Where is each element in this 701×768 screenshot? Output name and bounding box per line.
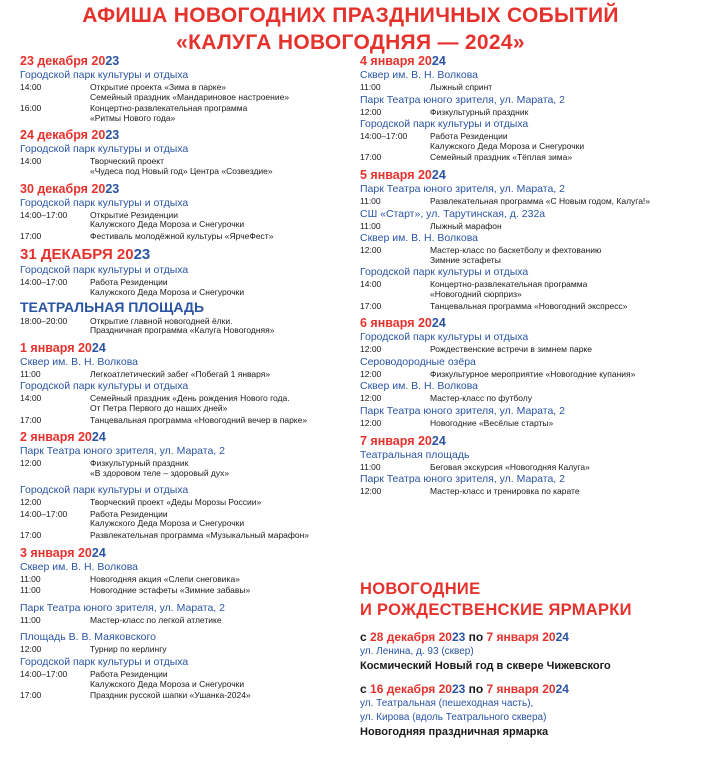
event-row: 11:00 Лыжный марафон [360,220,502,231]
event-row: 11:00 Новогодние эстафеты «Зимние забавы» [20,585,251,596]
schedule-left-column [20,54,340,701]
event-row: 11:00 Мастер-класс по легкой атлетике [20,614,222,625]
venue: Парк Театра юного зрителя, ул. Марата, 2 [20,445,225,458]
date-heading: 4 января 2024 [360,54,446,68]
event-row: 12:00 Физкультурный праздник «В здоровом теле – здоровый дух» [20,458,230,478]
event-row: 14:00 Творческий проект «Чудеса под Новый год» Центра «Созвездие» [20,156,273,176]
venue: Сквер им. В. Н. Волкова [360,380,478,393]
event-row: 12:00 Творческий проект «Деды Морозы России» [20,497,262,508]
event-row: 12:00 Мастер-класс по футболу [360,393,532,404]
date-heading: 24 декабря 2023 [20,128,120,143]
fair-dates: с 16 декабря 2023 по 7 января 2024 [360,682,569,696]
venue: Сквер им. В. Н. Волкова [20,355,138,368]
venue: Городской парк культуры и отдыха [20,380,189,393]
event-row: 11:00 Новогодняя акция «Слепи снеговика» [20,573,240,584]
fairs-section [360,579,690,739]
date-heading: 5 января 2024 [360,167,446,182]
schedule-right-column [360,54,685,497]
event-row: 14:00 Концертно-развлекательная программа «Новогодний сюрприз» [360,279,588,299]
date-heading: 2 января 2024 [20,430,106,445]
venue-main-square: ТЕАТРАЛЬНАЯ ПЛОЩАДЬ [20,298,205,315]
event-row: 12:00 Мастер-класс и тренировка по карате [360,486,580,497]
venue: Городской парк культуры и отдыха [360,266,529,279]
event-row: 17:00 Танцевальная программа «Новогодний экспресс» [360,300,628,311]
event-row: 11:00 Легкоатлетический забег «Побегай 1 января» [20,368,271,379]
event-row: 12:00 Рождественские встречи в зимнем парке [360,344,592,355]
poster-title-line2: «КАЛУГА НОВОГОДНЯЯ — 2024» [176,31,525,54]
fair-address: ул. Кирова (вдоль Театрального сквера) [360,712,547,723]
date-heading: 23 декабря 2023 [20,54,120,68]
event-row: 14:00 Открытие проекта «Зима в парке» Семейный праздник «Мандариновое настроение» [20,82,290,102]
fairs-heading-line1: НОВОГОДНИЕ [360,580,481,598]
venue: Городской парк культуры и отдыха [20,143,189,156]
event-row: 11:00 Развлекательная программа «С Новым годом, Калуга!» [360,195,651,206]
venue: Сероводородные озёра [360,355,476,368]
venue: Сквер им. В. Н. Волкова [360,232,478,245]
venue: Парк Театра юного зрителя, ул. Марата, 2 [360,404,565,417]
venue: Сквер им. В. Н. Волкова [20,560,138,573]
event-row: 17:00 Фестиваль молодёжной культуры «ЯрчеФест» [20,230,274,241]
event-row: 17:00 Танцевальная программа «Новогодний вечер в парке» [20,414,308,425]
fairs-heading-line2: И РОЖДЕСТВЕНСКИЕ ЯРМАРКИ [360,601,632,619]
event-row: 14:00–17:00 Работа Резиденции Калужского Деда Мороза и Снегурочки [360,131,585,151]
date-heading: 7 января 2024 [360,433,446,448]
venue: Парк Театра юного зрителя, ул. Марата, 2 [20,601,225,614]
venue: Сквер им. В. Н. Волкова [360,69,478,81]
venue: СШ «Старт», ул. Тарутинская, д. 232а [360,207,546,220]
event-row: 14:00–17:00 Работа Резиденции Калужского Деда Мороза и Снегурочки [20,669,245,689]
event-row: 11:00 Лыжный спринт [360,82,493,92]
fair-name: Космический Новый год в сквере Чижевского [360,660,611,672]
event-row: 17:00 Праздник русской шапки «Ушанка-2024» [20,690,251,701]
venue: Парк Театра юного зрителя, ул. Марата, 2 [360,473,565,486]
fair-dates: с 28 декабря 2023 по 7 января 2024 [360,630,569,644]
venue: Парк Театра юного зрителя, ул. Марата, 2 [360,182,565,195]
event-row: 12:00 Физкультурный праздник [360,106,529,117]
event-row: 12:00 Мастер-класс по баскетболу и фехтованию Зимние эстафеты [360,245,602,265]
venue: Городской парк культуры и отдыха [20,264,189,277]
fair-address: ул. Театральная (пешеходная часть), [360,698,534,709]
fair-address: ул. Ленина, д. 93 (сквер) [360,646,474,657]
venue: Театральная площадь [360,448,470,461]
venue: Городской парк культуры и отдыха [20,656,189,669]
poster-title-line1: АФИША НОВОГОДНИХ ПРАЗДНИЧНЫХ СОБЫТИЙ [82,4,619,27]
venue: Городской парк культуры и отдыха [20,484,189,497]
event-row: 14:00–17:00 Работа Резиденции Калужского Деда Мороза и Снегурочки [20,277,245,297]
date-heading: 30 декабря 2023 [20,181,120,196]
event-row: 12:00 Турнир по керлингу [20,644,167,655]
event-row: 12:00 Физкультурное мероприятие «Новогодние купания» [360,368,636,379]
event-row: 16:00 Концертно-развлекательная программа «Ритмы Нового года» [20,103,248,123]
fair-name: Новогодняя праздничная ярмарка [360,726,549,738]
event-row: 11:00 Беговая экскурсия «Новогодняя Калуга» [360,461,590,472]
event-row: 18:00–20:00 Открытие главной новогодней ёлки. Праздничная программа «Калуга Новогодняя» [20,315,275,336]
date-heading: 3 января 2024 [20,545,106,560]
date-heading: 6 января 2024 [360,316,446,331]
event-row: 17:00 Семейный праздник «Тёплая зима» [360,152,573,163]
venue: Площадь В. В. Маяковского [20,631,156,644]
venue: Городской парк культуры и отдыха [360,118,529,131]
event-row: 14:00–17:00 Открытие Резиденции Калужского Деда Мороза и Снегурочки [20,209,245,230]
event-row: 17:00 Развлекательная программа «Музыкальный марафон» [20,530,310,541]
date-heading: 1 января 2024 [20,340,106,355]
event-row: 12:00 Новогодние «Весёлые старты» [360,417,554,428]
venue: Городской парк культуры и отдыха [20,69,189,81]
event-row: 14:00–17:00 Работа Резиденции Калужского Деда Мороза и Снегурочки [20,508,245,529]
venue: Парк Театра юного зрителя, ул. Марата, 2 [360,93,565,106]
event-row: 14:00 Семейный праздник «День рождения Нового года. От Петра Первого до наших дней» [20,393,290,413]
date-heading: 31 ДЕКАБРЯ 2023 [20,246,151,264]
venue: Городской парк культуры и отдыха [360,331,529,344]
venue: Городской парк культуры и отдыха [20,196,189,209]
